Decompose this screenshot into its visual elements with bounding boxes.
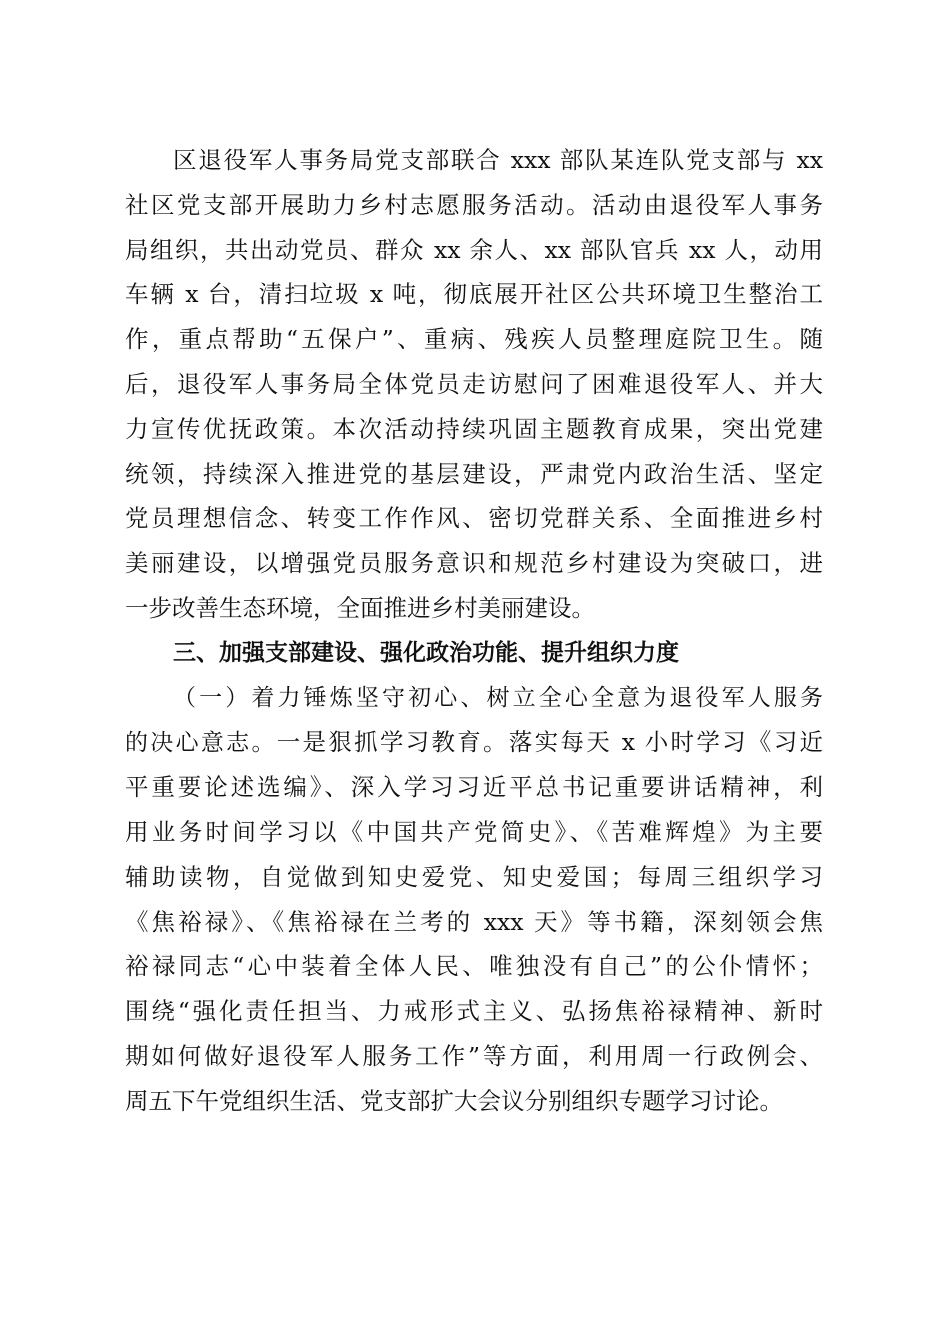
subheading-mixed-line bbox=[125, 720, 823, 765]
paragraph-line: 党员理想信念、转变工作作风、密切党群关系、全面推进乡村 bbox=[125, 504, 823, 533]
paragraph-line: 周五下午党组织生活、党支部扩大会议分别组织专题学习讨论。 bbox=[125, 1086, 783, 1115]
paragraph-line: 期如何做好退役军人服务工作”等方面，利用周一行政例会、 bbox=[125, 1041, 823, 1070]
paragraph-line: 统领，持续深入推进党的基层建设，严肃党内政治生活、坚定 bbox=[125, 459, 823, 488]
paragraph-line: 车辆 x 台，清扫垃圾 x 吨，彻底展开社区公共环境卫生整治工 bbox=[125, 280, 823, 309]
paragraph-line: 区退役军人事务局党支部联合 xxx 部队某连队党支部与 xx bbox=[173, 146, 823, 174]
paragraph-volunteer-activity bbox=[125, 138, 823, 631]
document-body bbox=[125, 138, 823, 1124]
subheading-tail: 的决心意志。 bbox=[125, 730, 277, 757]
paragraph-line: 美丽建设，以增强党员服务意识和规范乡村建设为突破口，进 bbox=[125, 549, 823, 578]
study-education-lead: 一是狠抓学习教育。落实每天 x 小时学习《习近 bbox=[276, 728, 823, 757]
paragraph-line: 围绕“强化责任担当、力戒形式主义、弘扬焦裕禄精神、新时 bbox=[125, 997, 823, 1026]
paragraph-line: 力宣传优抚政策。本次活动持续巩固主题教育成果，突出党建 bbox=[125, 414, 823, 443]
paragraph-line: 辅助读物，自觉做到知史爱党、知史爱国；每周三组织学习 bbox=[125, 862, 823, 891]
paragraph-line: 后，退役军人事务局全体党员走访慰问了困难退役军人、并大 bbox=[125, 369, 823, 398]
section-heading-three: 三、加强支部建设、强化政治功能、提升组织力度 bbox=[173, 639, 679, 666]
paragraph-line: 用业务时间学习以《中国共产党简史》、《苦难辉煌》为主要 bbox=[125, 817, 823, 846]
paragraph-line: 社区党支部开展助力乡村志愿服务活动。活动由退役军人事务 bbox=[125, 190, 823, 219]
paragraph-line: 《焦裕禄》、《焦裕禄在兰考的 xxx 天》等书籍，深刻领会焦 bbox=[125, 907, 823, 936]
paragraph-study-education bbox=[125, 765, 823, 1123]
paragraph-line: 平重要论述选编》、深入学习习近平总书记重要讲话精神，利 bbox=[125, 773, 823, 802]
paragraph-line: 一步改善生态环境，全面推进乡村美丽建设。 bbox=[125, 593, 595, 622]
paragraph-line: 局组织，共出动党员、群众 xx 余人、xx 部队官兵 xx 人，动用 bbox=[125, 235, 823, 264]
paragraph-line: 作，重点帮助“五保户”、重病、残疾人员整理庭院卫生。随 bbox=[125, 325, 823, 354]
paragraph-line: 裕禄同志“心中装着全体人民、唯独没有自己”的公仆情怀； bbox=[125, 952, 823, 981]
subheading-line: （一）着力锤炼坚守初心、树立全心全意为退役军人服务 bbox=[173, 684, 823, 711]
